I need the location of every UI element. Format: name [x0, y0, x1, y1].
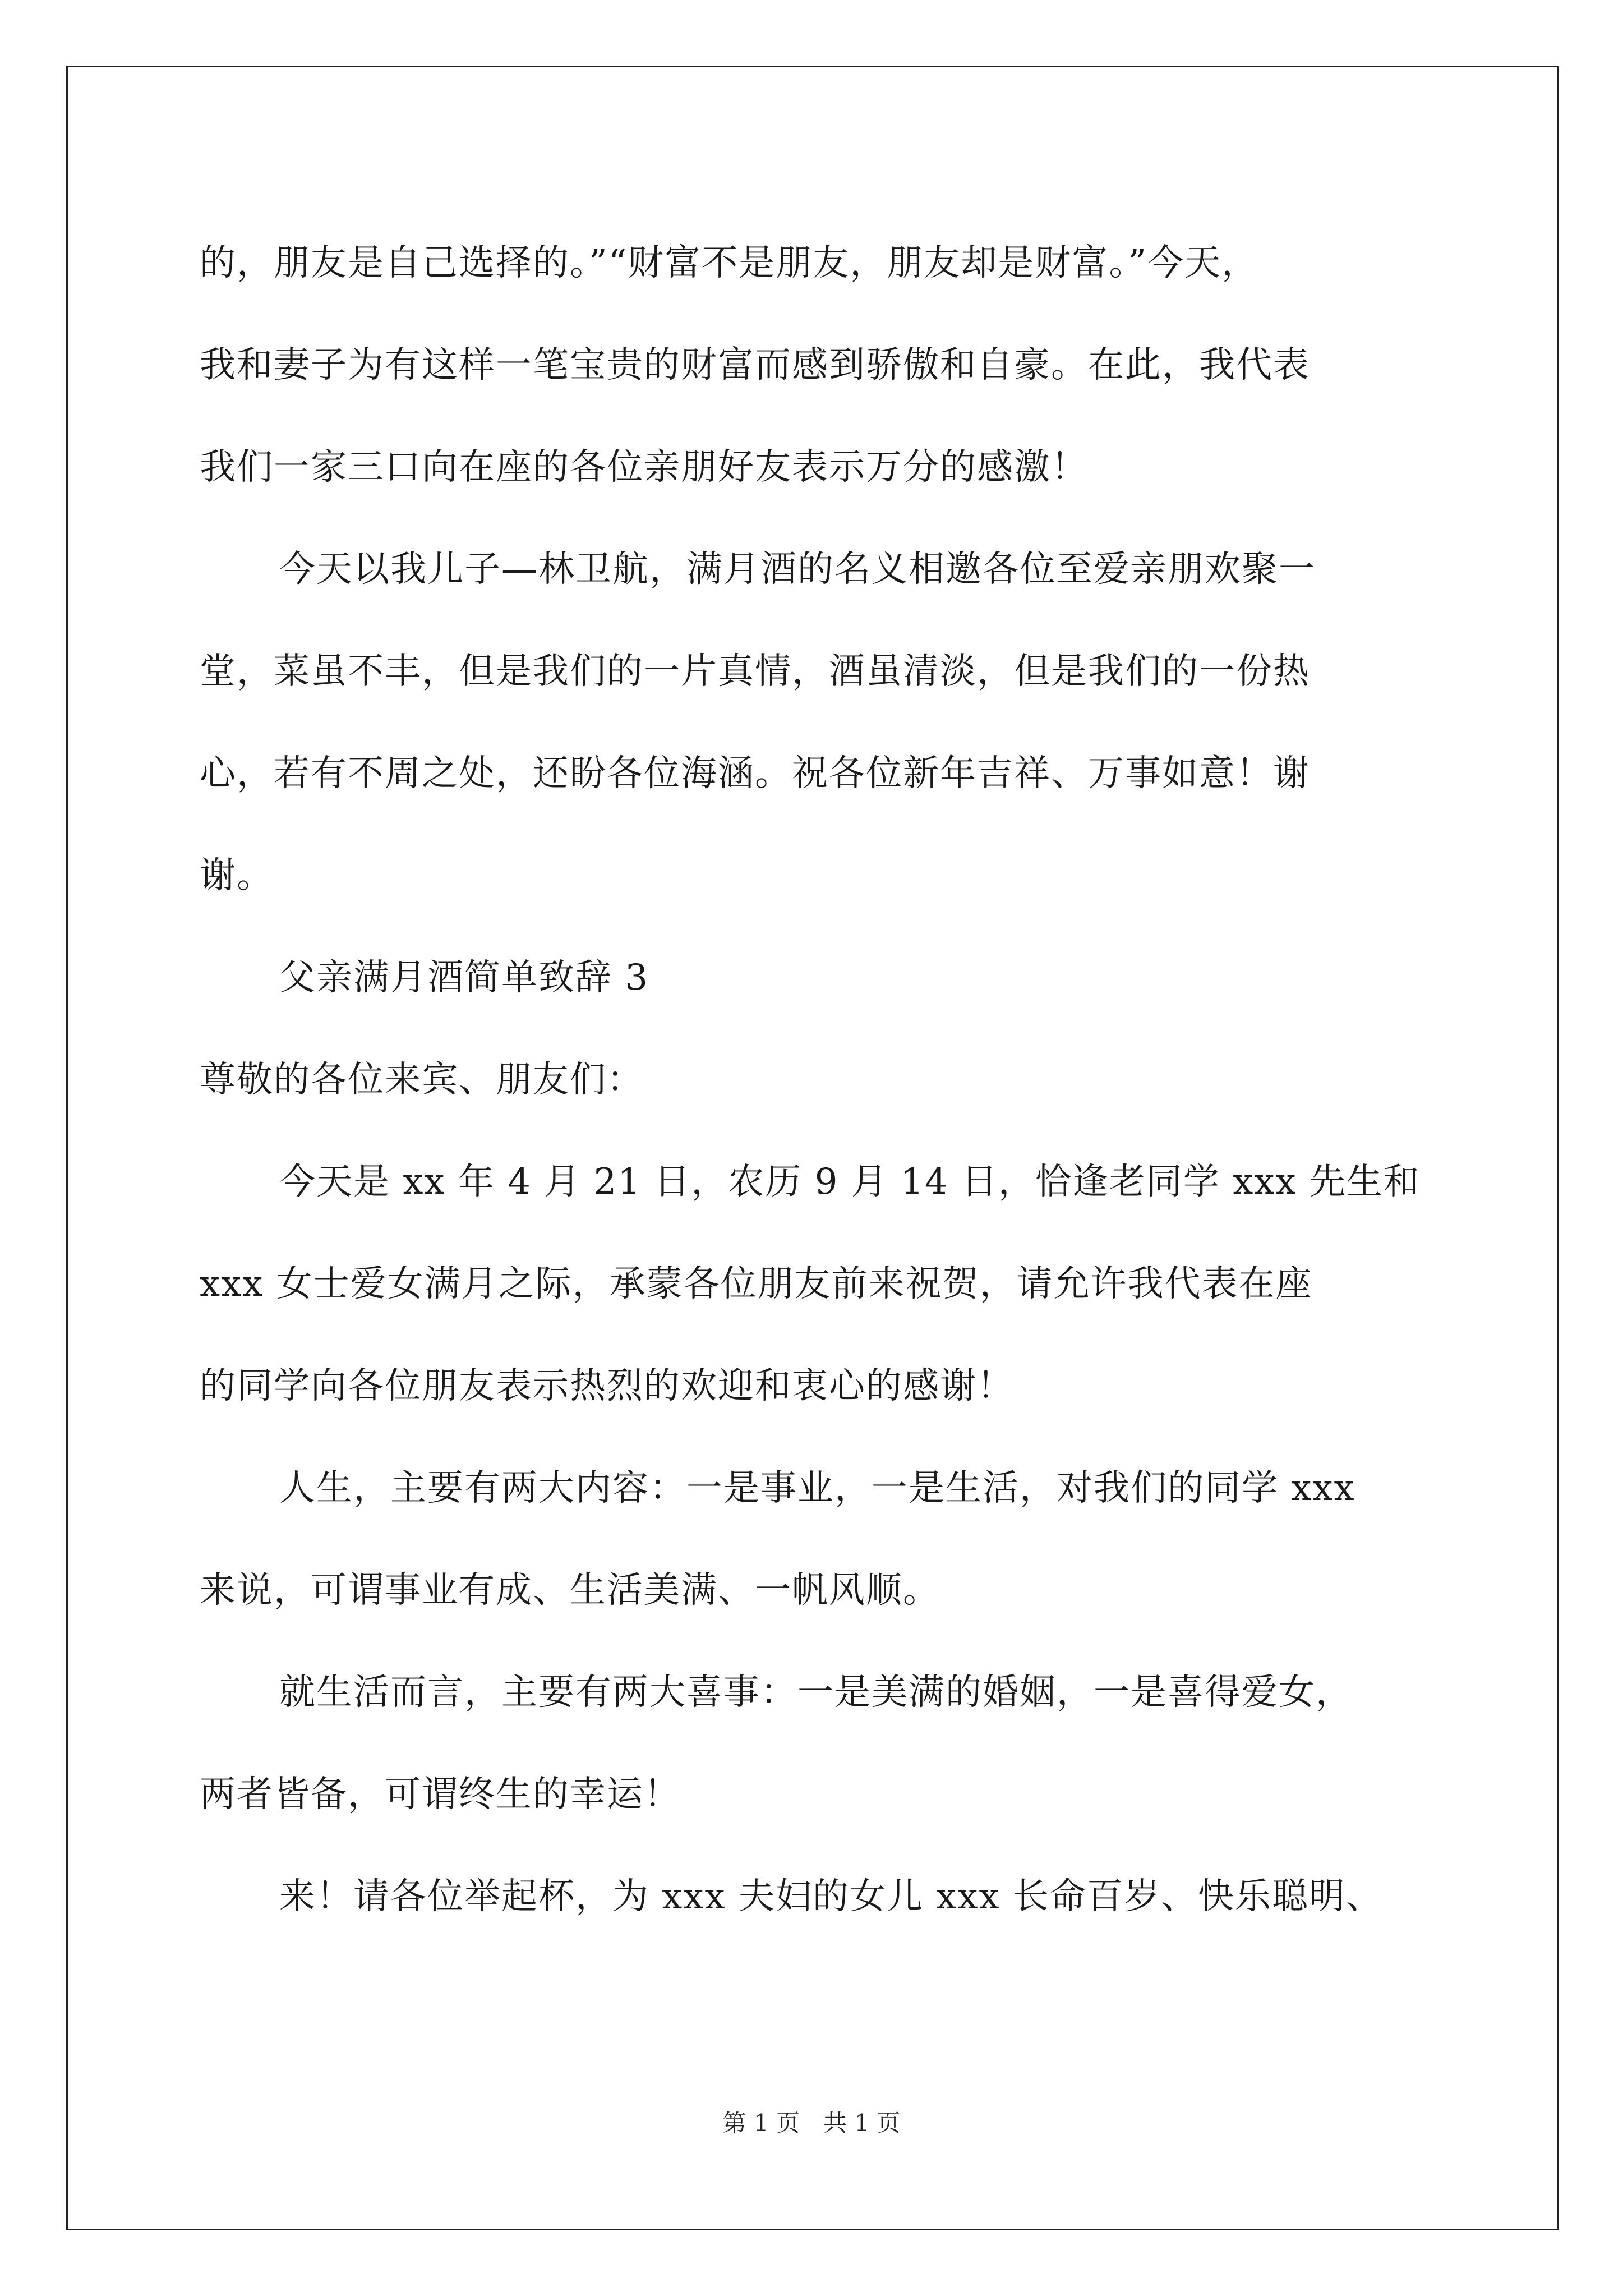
paragraph-line: 来说，可谓事业有成、生活美满、一帆风顺。: [200, 1570, 940, 1611]
paragraph-line: 就生活而言，主要有两大喜事：一是美满的婚姻，一是喜得爱女，: [279, 1672, 1353, 1713]
paragraph-line: 我们一家三口向在座的各位亲朋好友表示万分的感激！: [200, 447, 1088, 488]
paragraph-line: 今天以我儿子—林卫航，满月酒的名义相邀各位至爱亲朋欢聚一: [279, 549, 1316, 590]
document-body: [200, 212, 1433, 1948]
paragraph-line: 我和妻子为有这样一笔宝贵的财富而感到骄傲和自豪。在此，我代表: [200, 344, 1310, 386]
paragraph-line: 心，若有不周之处，还盼各位海涵。祝各位新年吉祥、万事如意！谢: [200, 753, 1310, 794]
paragraph-line: 今天是 xx 年 4 月 21 日，农历 9 月 14 日，恰逢老同学 xxx 先生和: [279, 1161, 1421, 1203]
paragraph-line: 两者皆备，可谓终生的幸运！: [200, 1774, 681, 1815]
paragraph-line: 谢。: [200, 855, 274, 896]
paragraph-line: 人生，主要有两大内容：一是事业，一是生活，对我们的同学 xxx: [279, 1467, 1355, 1509]
page-number-footer: 第 1 页 共 1 页: [722, 2109, 901, 2137]
paragraph-line: 来！请各位举起杯，为 xxx 夫妇的女儿 xxx 长命百岁、快乐聪明、: [279, 1876, 1383, 1917]
paragraph-line: xxx 女士爱女满月之际，承蒙各位朋友前来祝贺，请允许我代表在座: [200, 1263, 1313, 1305]
paragraph-line: 的同学向各位朋友表示热烈的欢迎和衷心的感谢！: [200, 1365, 1014, 1407]
section-heading: 父亲满月酒简单致辞 3: [279, 957, 649, 999]
paragraph-line: 的，朋友是自己选择的。”“财富不是朋友，朋友却是财富。”今天，: [200, 242, 1259, 284]
paragraph-line: 堂，菜虽不丰，但是我们的一片真情，酒虽清淡，但是我们的一份热: [200, 651, 1310, 692]
salutation: 尊敬的各位来宾、朋友们：: [200, 1059, 644, 1101]
